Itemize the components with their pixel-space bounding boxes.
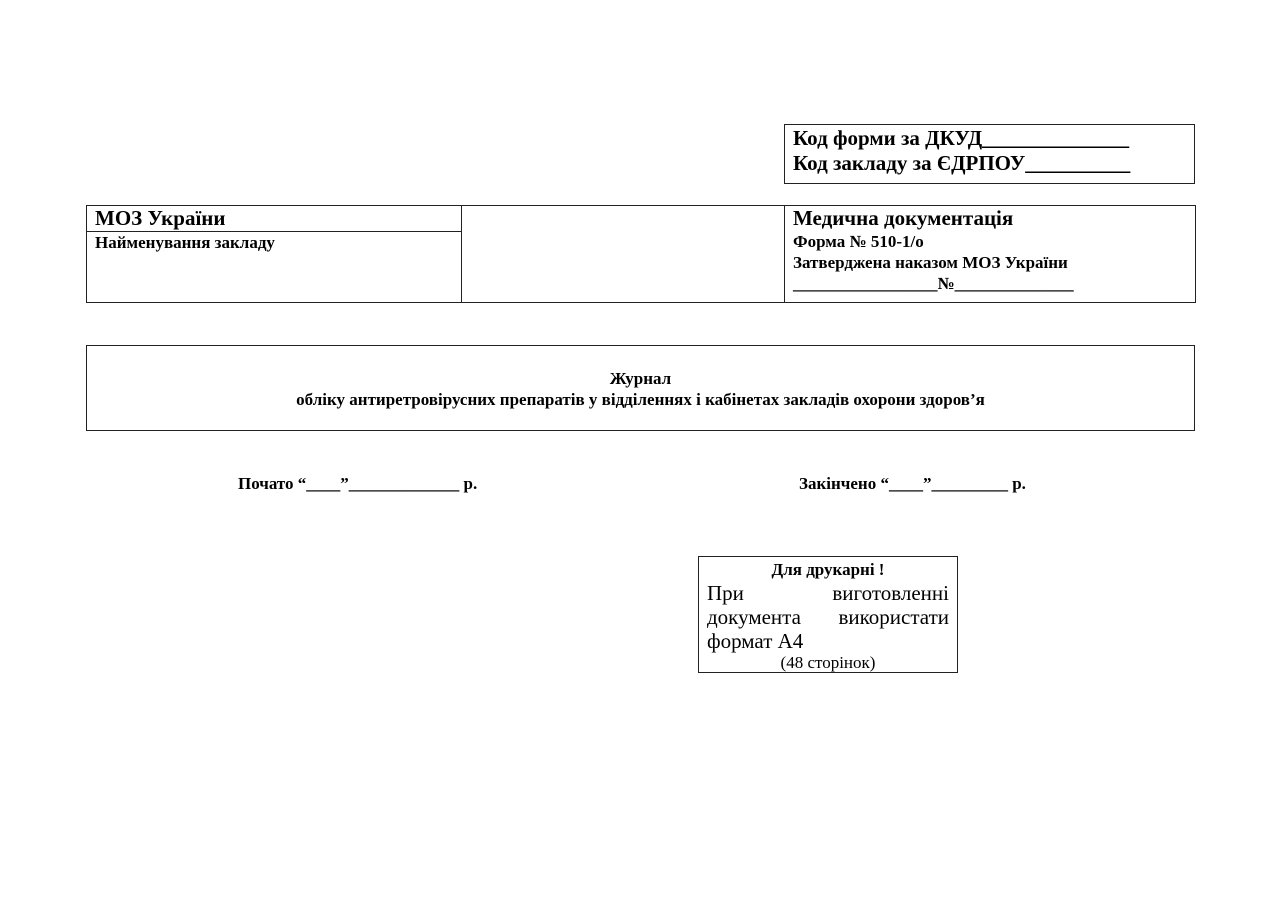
med-doc-title: Медична документація xyxy=(793,206,1014,230)
finished-date: Закінчено “____”_________ р. xyxy=(799,474,1026,493)
institution-cell xyxy=(87,232,462,303)
header-table xyxy=(86,205,1196,303)
edrpou-code-line: Код закладу за ЄДРПОУ__________ xyxy=(793,151,1131,175)
ministry-cell xyxy=(87,206,462,232)
journal-subtitle: обліку антиретровірусних препаратів у відділеннях і кабінетах закладів охорони здоров’я xyxy=(296,390,985,409)
started-date: Почато “____”_____________ р. xyxy=(238,474,478,493)
ministry-name: МОЗ України xyxy=(95,206,226,230)
order-line: _________________№______________ xyxy=(793,274,1074,293)
dkud-code-line: Код форми за ДКУД______________ xyxy=(793,126,1130,150)
journal-title-box xyxy=(86,345,1195,431)
med-doc-cell xyxy=(785,206,1196,303)
printer-note-box xyxy=(698,556,958,673)
approved-by: Затверджена наказом МОЗ України xyxy=(793,253,1068,272)
journal-title: Журнал xyxy=(609,369,672,388)
printer-note-pages: (48 сторінок) xyxy=(780,653,876,672)
middle-cell xyxy=(462,206,785,303)
form-codes-box xyxy=(784,124,1195,184)
institution-label: Найменування закладу xyxy=(95,233,275,252)
form-number: Форма № 510-1/о xyxy=(793,232,924,251)
printer-note-title: Для друкарні ! xyxy=(771,560,885,579)
printer-note-body: При виготовленні документа використати формат А4 xyxy=(707,581,949,653)
